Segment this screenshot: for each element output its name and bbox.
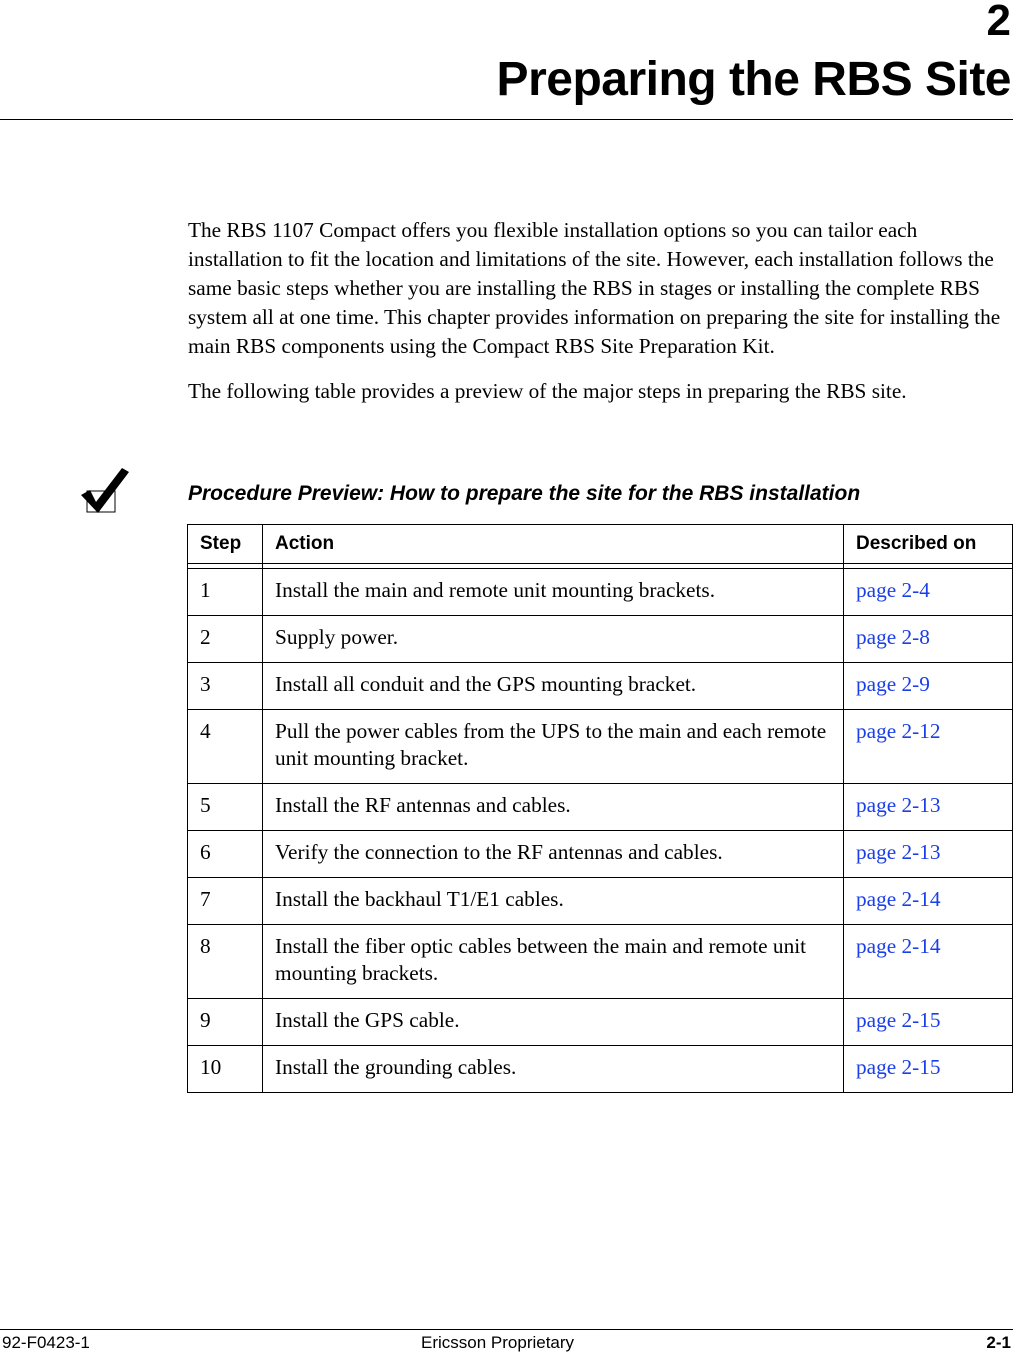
header-action: Action <box>263 525 844 564</box>
chapter-number: 2 <box>986 0 1011 45</box>
described-on-cell <box>844 925 1013 999</box>
described-on-cell <box>844 784 1013 831</box>
table-header-row <box>188 525 1013 564</box>
described-on-cell <box>844 710 1013 784</box>
described-on-cell <box>844 878 1013 925</box>
table-intro-paragraph: The following table provides a preview of the major steps in preparing the RBS site. <box>188 379 907 403</box>
procedure-table <box>187 524 1013 1093</box>
page-reference-link[interactable]: page 2-13 <box>856 793 941 817</box>
intro-text <box>188 216 1013 422</box>
header-step: Step <box>188 525 263 564</box>
table-row <box>188 784 1013 831</box>
table-row <box>188 1046 1013 1093</box>
header-rule <box>0 119 1013 120</box>
step-number: 8 <box>188 925 263 999</box>
described-on-cell <box>844 663 1013 710</box>
table-row <box>188 710 1013 784</box>
step-number: 3 <box>188 663 263 710</box>
table-row <box>188 999 1013 1046</box>
page-reference-link[interactable]: page 2-4 <box>856 578 930 602</box>
step-number: 1 <box>188 569 263 616</box>
checkmark-icon <box>80 466 132 521</box>
step-number: 2 <box>188 616 263 663</box>
step-number: 6 <box>188 831 263 878</box>
footer-center: Ericsson Proprietary <box>421 1333 575 1352</box>
footer-page-number: 2-1 <box>986 1333 1011 1352</box>
step-number: 4 <box>188 710 263 784</box>
step-action: Install the main and remote unit mounting brackets. <box>263 569 844 616</box>
step-action: Install the GPS cable. <box>263 999 844 1046</box>
described-on-cell <box>844 1046 1013 1093</box>
described-on-cell <box>844 569 1013 616</box>
table-row <box>188 616 1013 663</box>
step-action: Install the RF antennas and cables. <box>263 784 844 831</box>
step-action: Install the fiber optic cables between the main and remote unit mounting brackets. <box>263 925 844 999</box>
footer-doc-number: 92-F0423-1 <box>2 1333 90 1352</box>
step-action: Install the grounding cables. <box>263 1046 844 1093</box>
page-reference-link[interactable]: page 2-15 <box>856 1055 941 1079</box>
step-action: Supply power. <box>263 616 844 663</box>
page-reference-link[interactable]: page 2-9 <box>856 672 930 696</box>
step-number: 9 <box>188 999 263 1046</box>
intro-paragraph: The RBS 1107 Compact offers you flexible installation options so you can tailor each installation to fit the location and limitations of the site. However, each installation follows the same basic steps whether you are installing the RBS in stages or installing the complete RBS system all at one time. This chapter provides information on preparing the site for installing the main RBS components using the Compact RBS Site Preparation Kit. <box>188 218 1001 358</box>
step-number: 10 <box>188 1046 263 1093</box>
page-reference-link[interactable]: page 2-13 <box>856 840 941 864</box>
step-action: Verify the connection to the RF antennas and cables. <box>263 831 844 878</box>
described-on-cell <box>844 831 1013 878</box>
chapter-title: Preparing the RBS Site <box>496 53 1011 106</box>
table-row <box>188 878 1013 925</box>
table-row <box>188 569 1013 616</box>
step-action: Install the backhaul T1/E1 cables. <box>263 878 844 925</box>
header-described-on: Described on <box>844 525 1013 564</box>
table-row <box>188 831 1013 878</box>
step-number: 5 <box>188 784 263 831</box>
page-reference-link[interactable]: page 2-14 <box>856 887 941 911</box>
described-on-cell <box>844 616 1013 663</box>
described-on-cell <box>844 999 1013 1046</box>
table-row <box>188 663 1013 710</box>
page-reference-link[interactable]: page 2-12 <box>856 719 941 743</box>
page-reference-link[interactable]: page 2-8 <box>856 625 930 649</box>
step-action: Install all conduit and the GPS mounting bracket. <box>263 663 844 710</box>
step-action: Pull the power cables from the UPS to the main and each remote unit mounting bracket. <box>263 710 844 784</box>
footer-rule <box>0 1329 1013 1330</box>
page-reference-link[interactable]: page 2-15 <box>856 1008 941 1032</box>
procedure-title: Procedure Preview: How to prepare the site for the RBS installation <box>188 482 861 505</box>
page-reference-link[interactable]: page 2-14 <box>856 934 941 958</box>
step-number: 7 <box>188 878 263 925</box>
table-row <box>188 925 1013 999</box>
